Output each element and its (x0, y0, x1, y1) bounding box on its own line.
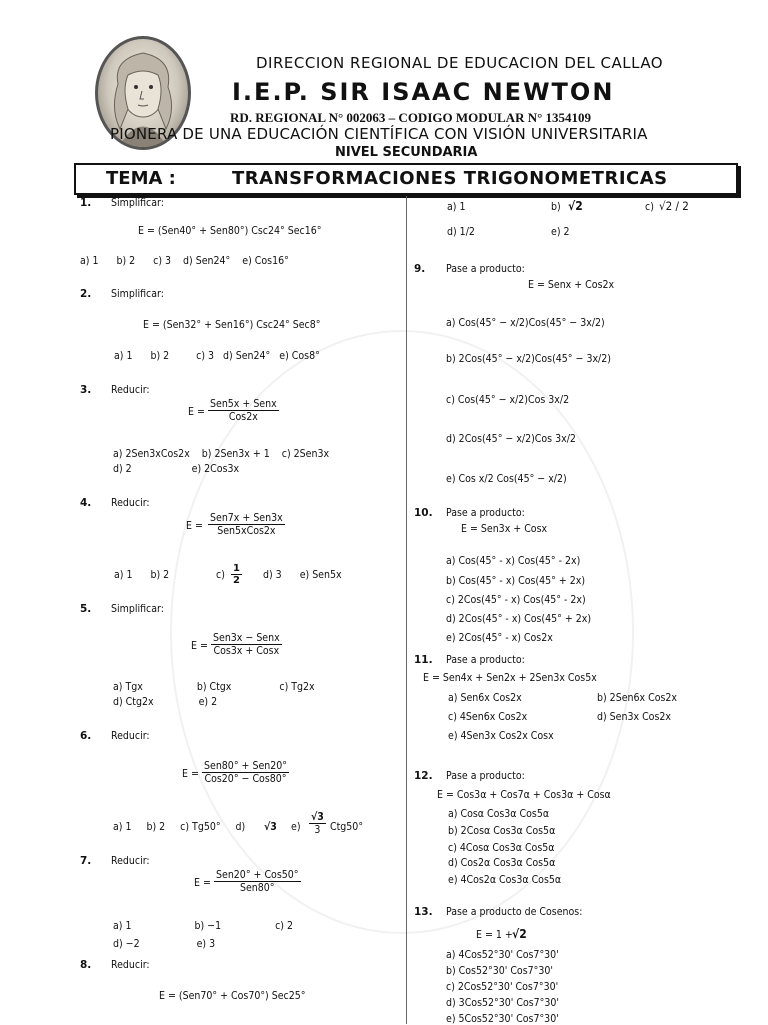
option-a: a) 1 (447, 201, 466, 213)
fraction: Sen20° + Cos50° Sen80° (216, 869, 299, 894)
problem-instruction: Pase a producto de Cosenos: (446, 906, 583, 918)
problem-number: 10. (414, 507, 433, 519)
problem-expression: E = 1 + (476, 929, 513, 941)
option-a: a) Cos(45° − x/2)Cos(45° − 3x/2) (446, 317, 605, 329)
option-b: b) 2Cosα Cos3α Cos5α (448, 825, 556, 837)
option-c: c) Cos(45° − x/2)Cos 3x/2 (446, 394, 570, 406)
problem-options: a) Tgx b) Ctgx c) Tg2x (113, 681, 315, 693)
option-c-half: 1 2 (233, 563, 240, 586)
option-c-label: c) (645, 201, 654, 213)
problem-expression: E = (Sen32° + Sen16°) Csc24° Sec8° (143, 319, 321, 331)
expression-lhs: E = (188, 406, 205, 418)
topic-banner (74, 163, 738, 195)
option-b-label: b) (551, 201, 561, 213)
problem-expression: E = Sen3x + Cosx (461, 523, 548, 535)
option-a: a) 4Cos52°30' Cos7°30' (446, 949, 559, 961)
option-d: d) 2Cos(45° − x/2)Cos 3x/2 (446, 433, 576, 445)
problem-instruction: Reducir: (111, 384, 150, 396)
fraction: Sen3x − Senx Cos3x + Cosx (213, 632, 280, 657)
option-e: e) 4Cos2α Cos3α Cos5α (448, 874, 562, 886)
problem-options: a) 2Sen3xCos2x b) 2Sen3x + 1 c) 2Sen3x (113, 448, 330, 460)
problem-options: a) 1 b) 2 (114, 569, 170, 581)
problem-number: 4. (80, 497, 92, 509)
option-c: c) 4Cosα Cos3α Cos5α (448, 842, 555, 854)
option-e: e) 2Cos(45° - x) Cos2x (446, 632, 553, 644)
option-b: b) Cos52°30' Cos7°30' (446, 965, 553, 977)
option-d: d) 3Cos52°30' Cos7°30' (446, 997, 559, 1009)
problem-instruction: Reducir: (111, 497, 150, 509)
expression-lhs: E = (186, 520, 203, 532)
problem-options: a) 1 b) 2 c) Tg50° d) (113, 821, 246, 833)
problem-number: 3. (80, 384, 92, 396)
option-b-value: √2 (568, 199, 583, 213)
problem-instruction: Pase a producto: (446, 654, 525, 666)
problem-options: a) 1 b) 2 c) 3 d) Sen24° e) Cos16° (80, 255, 289, 267)
problem-instruction: Reducir: (111, 959, 150, 971)
problem-instruction: Simplificar: (111, 288, 164, 300)
option-c-value: √2 / 2 (659, 199, 689, 213)
problem-number: 7. (80, 855, 92, 867)
column-divider (406, 196, 407, 1024)
problem-number: 1. (80, 197, 92, 209)
option-d-root: √3 (264, 821, 277, 833)
topic-title: TRANSFORMACIONES TRIGONOMETRICAS (232, 168, 668, 189)
problem-number: 13. (414, 906, 433, 918)
problem-options: d) Ctg2x e) 2 (113, 696, 218, 708)
problem-number: 2. (80, 288, 92, 300)
problem-expression: E = Senx + Cos2x (528, 279, 615, 291)
option-b: b) 2Sen6x Cos2x (597, 692, 677, 704)
regional-direction: DIRECCION REGIONAL DE EDUCACION DEL CALLAO (256, 54, 664, 72)
option-c-label: c) (216, 569, 225, 581)
problem-instruction: Pase a producto: (446, 263, 525, 275)
school-motto: PIONERA DE UNA EDUCACIÓN CIENTÍFICA CON VISIÓN UNIVERSITARIA (110, 125, 648, 143)
problem-expression: E = (Sen70° + Cos70°) Sec25° (159, 990, 306, 1002)
problem-options: a) 1 b) −1 c) 2 (113, 920, 293, 932)
school-name: I.E.P. SIR ISAAC NEWTON (232, 78, 615, 106)
fraction: Sen80° + Sen20° Cos20° − Cos80° (204, 760, 287, 785)
problem-number: 9. (414, 263, 426, 275)
problem-options: d) 3 e) Sen5x (263, 569, 342, 581)
option-b: b) Cos(45° - x) Cos(45° + 2x) (446, 575, 586, 587)
problem-options: d) 2 e) 2Cos3x (113, 463, 240, 475)
problem-expression: E = Sen4x + Sen2x + 2Sen3x Cos5x (423, 672, 597, 684)
expression-lhs: E = (191, 640, 208, 652)
problem-number: 8. (80, 959, 92, 971)
option-e: e) 5Cos52°30' Cos7°30' (446, 1013, 559, 1025)
option-c: c) 2Cos52°30' Cos7°30' (446, 981, 559, 993)
fraction: Sen7x + Sen3x Sen5xCos2x (210, 512, 283, 537)
problem-instruction: Reducir: (111, 855, 150, 867)
problem-number: 5. (80, 603, 92, 615)
problem-instruction: Reducir: (111, 730, 150, 742)
option-a: a) Cos(45° - x) Cos(45° - 2x) (446, 555, 581, 567)
problem-number: 11. (414, 654, 433, 666)
option-a: a) Cosα Cos3α Cos5α (448, 808, 550, 820)
option-d: d) 1/2 (447, 226, 475, 238)
option-e: e) 2 (551, 226, 570, 238)
option-c: c) 4Sen6x Cos2x (448, 711, 528, 723)
expression-lhs: E = (182, 768, 199, 780)
problem-number: 6. (80, 730, 92, 742)
expression-lhs: E = (194, 877, 211, 889)
problem-instruction: Simplificar: (111, 603, 164, 615)
topic-label: TEMA : (106, 168, 176, 189)
fraction: Sen5x + Senx Cos2x (210, 398, 277, 423)
problem-options: d) −2 e) 3 (113, 938, 216, 950)
problem-instruction: Simplificar: (111, 197, 164, 209)
option-d: d) Sen3x Cos2x (597, 711, 671, 723)
option-e-ctg: Ctg50° (330, 821, 364, 833)
option-a: a) Sen6x Cos2x (448, 692, 522, 704)
problem-options: a) 1 b) 2 c) 3 d) Sen24° e) Cos8° (114, 350, 320, 362)
option-e: e) 4Sen3x Cos2x Cosx (448, 730, 554, 742)
option-d: d) 2Cos(45° - x) Cos(45° + 2x) (446, 613, 592, 625)
option-e-label: e) (291, 821, 301, 833)
option-d: d) Cos2α Cos3α Cos5α (448, 857, 556, 869)
expression-root: √2 (512, 927, 527, 941)
problem-expression: E = Cos3α + Cos7α + Cos3α + Cosα (437, 789, 611, 801)
problem-instruction: Pase a producto: (446, 770, 525, 782)
option-b: b) 2Cos(45° − x/2)Cos(45° − 3x/2) (446, 353, 611, 365)
problem-instruction: Pase a producto: (446, 507, 525, 519)
option-c: c) 2Cos(45° - x) Cos(45° - 2x) (446, 594, 586, 606)
problem-number: 12. (414, 770, 433, 782)
option-e-fraction: √3 3 (311, 811, 324, 836)
registration-codes: RD. REGIONAL N° 002063 – CODIGO MODULAR N° 1354109 (230, 110, 592, 125)
option-e: e) Cos x/2 Cos(45° − x/2) (446, 473, 567, 485)
problem-expression: E = (Sen40° + Sen80°) Csc24° Sec16° (138, 225, 322, 237)
level: NIVEL SECUNDARIA (335, 145, 478, 160)
